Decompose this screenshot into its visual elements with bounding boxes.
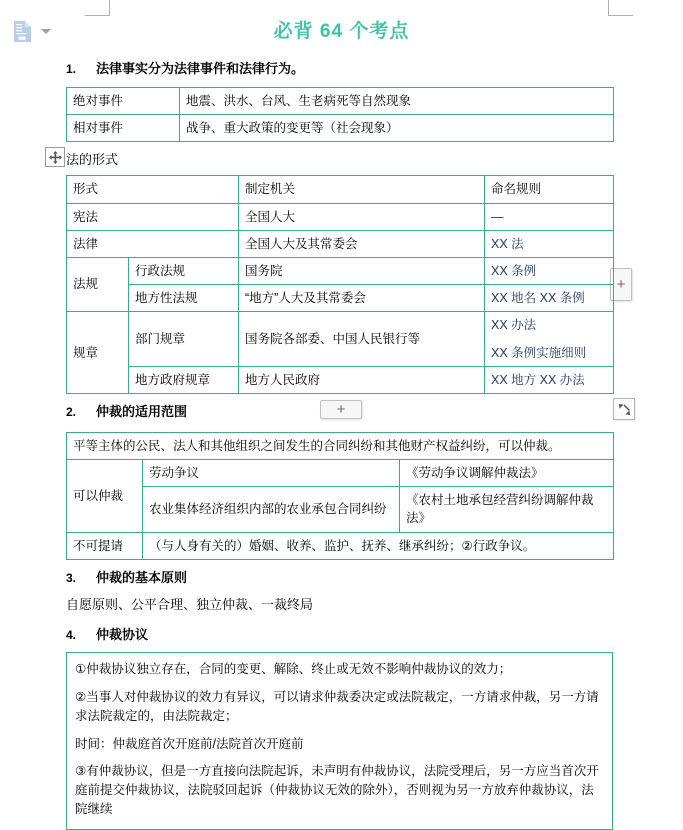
arbitration-agreement-box[interactable] xyxy=(66,652,613,829)
table-row[interactable] xyxy=(67,312,614,367)
section-number-1: 1. xyxy=(66,62,77,76)
arbitration-agreement-paragraph: ③有仲裁协议，但是一方直接向法院起诉，未声明有仲裁协议，法院受理后，另一方应当首次开庭前提交仲裁协议，法院驳回起诉（仲裁协议无效的除外），否则视为另一方放弃仲裁协议，法院继续 xyxy=(75,764,599,816)
law-form-naming: XX 地方 XX 办法 xyxy=(485,367,614,394)
law-form-organ: 国务院各部委、中国人民银行等 xyxy=(239,312,485,367)
law-form-naming: — xyxy=(485,203,614,230)
law-forms-header-form: 形式 xyxy=(67,176,239,203)
table-row[interactable] xyxy=(67,203,614,230)
law-forms-caption: 法的形式 xyxy=(66,151,119,167)
section-heading-3 xyxy=(0,570,683,586)
law-form-organ: 地方人民政府 xyxy=(239,367,485,394)
table-row[interactable] xyxy=(67,433,614,460)
law-form-subtype: 行政法规 xyxy=(129,257,239,284)
law-forms-header-naming: 命名规则 xyxy=(485,176,614,203)
section-number-4: 4. xyxy=(66,627,77,642)
add-row-button[interactable]: + xyxy=(320,400,362,419)
table-row[interactable] xyxy=(67,532,614,559)
section-heading-2 xyxy=(0,404,683,420)
table-arbitration-scope[interactable] xyxy=(66,432,614,560)
naming-line-1: XX 办法 xyxy=(491,318,537,333)
table-row[interactable] xyxy=(67,114,614,141)
legal-fact-value: 战争、重大政策的变更等（社会现象） xyxy=(180,114,614,141)
table-row[interactable] xyxy=(67,487,614,532)
legal-fact-value: 地震、洪水、台风、生老病死等自然现象 xyxy=(180,87,614,114)
arbitration-can-label: 可以仲裁 xyxy=(67,460,143,532)
table-row[interactable] xyxy=(67,257,614,284)
table-header-row[interactable] xyxy=(67,176,614,203)
legal-fact-label: 相对事件 xyxy=(67,114,180,141)
table-row[interactable] xyxy=(67,367,614,394)
page-title: 必背 64 个考点 xyxy=(273,21,410,42)
arbitration-law: 《劳动争议调解仲裁法》 xyxy=(400,460,614,487)
law-form-organ: “地方”人大及其常委会 xyxy=(239,284,485,311)
law-form-naming: XX 条例 xyxy=(485,257,614,284)
section-number-2: 2. xyxy=(66,405,77,420)
arbitration-intro: 平等主体的公民、法人和其他组织之间发生的合同纠纷和其他财产权益纠纷，可以仲裁。 xyxy=(67,433,614,460)
section-title-2: 仲裁的适用范围 xyxy=(96,404,188,420)
law-form-organ: 全国人大及其常委会 xyxy=(239,230,485,257)
law-form-subtype: 地方政府规章 xyxy=(129,367,239,394)
arbitration-cannot-value: （与人身有关的）婚姻、收养、监护、抚养、继承纠纷；②行政争议。 xyxy=(143,532,614,559)
arbitration-matter: 农业集体经济组织内部的农业承包合同纠纷 xyxy=(143,487,400,532)
section-number-3: 3. xyxy=(66,570,77,585)
law-form-subtype: 地方性法规 xyxy=(129,284,239,311)
table-row[interactable] xyxy=(67,230,614,257)
section-title-1: 法律事实分为法律事件和法律行为。 xyxy=(96,61,305,76)
law-form-subtype: 部门规章 xyxy=(129,312,239,367)
table-row[interactable] xyxy=(67,284,614,311)
law-form-naming: XX 地名 XX 条例 xyxy=(485,284,614,311)
legal-fact-label: 绝对事件 xyxy=(67,87,180,114)
add-column-button[interactable]: + xyxy=(610,268,632,301)
law-form-naming-multiline xyxy=(485,312,614,367)
arbitration-law: 《农村土地承包经营纠纷调解仲裁法》 xyxy=(400,487,614,532)
law-form-naming: XX 法 xyxy=(485,230,614,257)
arbitration-cannot-label: 不可提请 xyxy=(67,532,143,559)
section-heading-1 xyxy=(0,61,683,77)
naming-line-2: XX 条例实施细则 xyxy=(491,346,587,361)
table-legal-facts[interactable] xyxy=(66,87,614,142)
law-forms-header-organ: 制定机关 xyxy=(239,176,485,203)
table-row[interactable] xyxy=(67,87,614,114)
table-row[interactable] xyxy=(67,460,614,487)
section-title-3: 仲裁的基本原则 xyxy=(96,569,188,585)
law-form-organ: 全国人大 xyxy=(239,203,485,230)
law-form-name: 宪法 xyxy=(67,203,239,230)
arbitration-agreement-paragraph: ②当事人对仲裁协议的效力有异议，可以请求仲裁委决定或法院裁定，一方请求仲裁，另一方请求法院裁定的，由法院裁定； xyxy=(75,690,599,723)
table-law-forms[interactable] xyxy=(66,175,614,394)
arbitration-principles: 自愿原则、公平合理、独立仲裁、一裁终局 xyxy=(66,597,314,613)
section-title-4: 仲裁协议 xyxy=(96,626,149,642)
law-form-name: 法律 xyxy=(67,230,239,257)
arbitration-agreement-paragraph: ①仲裁协议独立存在，合同的变更、解除、终止或无效不影响仲裁协议的效力； xyxy=(75,662,512,677)
law-form-group-guizhang: 规章 xyxy=(67,312,129,394)
arbitration-agreement-paragraph: 时间：仲裁庭首次开庭前/法院首次开庭前 xyxy=(75,736,304,751)
section-heading-4 xyxy=(0,627,683,643)
law-form-group-fagui: 法规 xyxy=(67,257,129,311)
arbitration-matter: 劳动争议 xyxy=(143,460,400,487)
law-form-organ: 国务院 xyxy=(239,257,485,284)
